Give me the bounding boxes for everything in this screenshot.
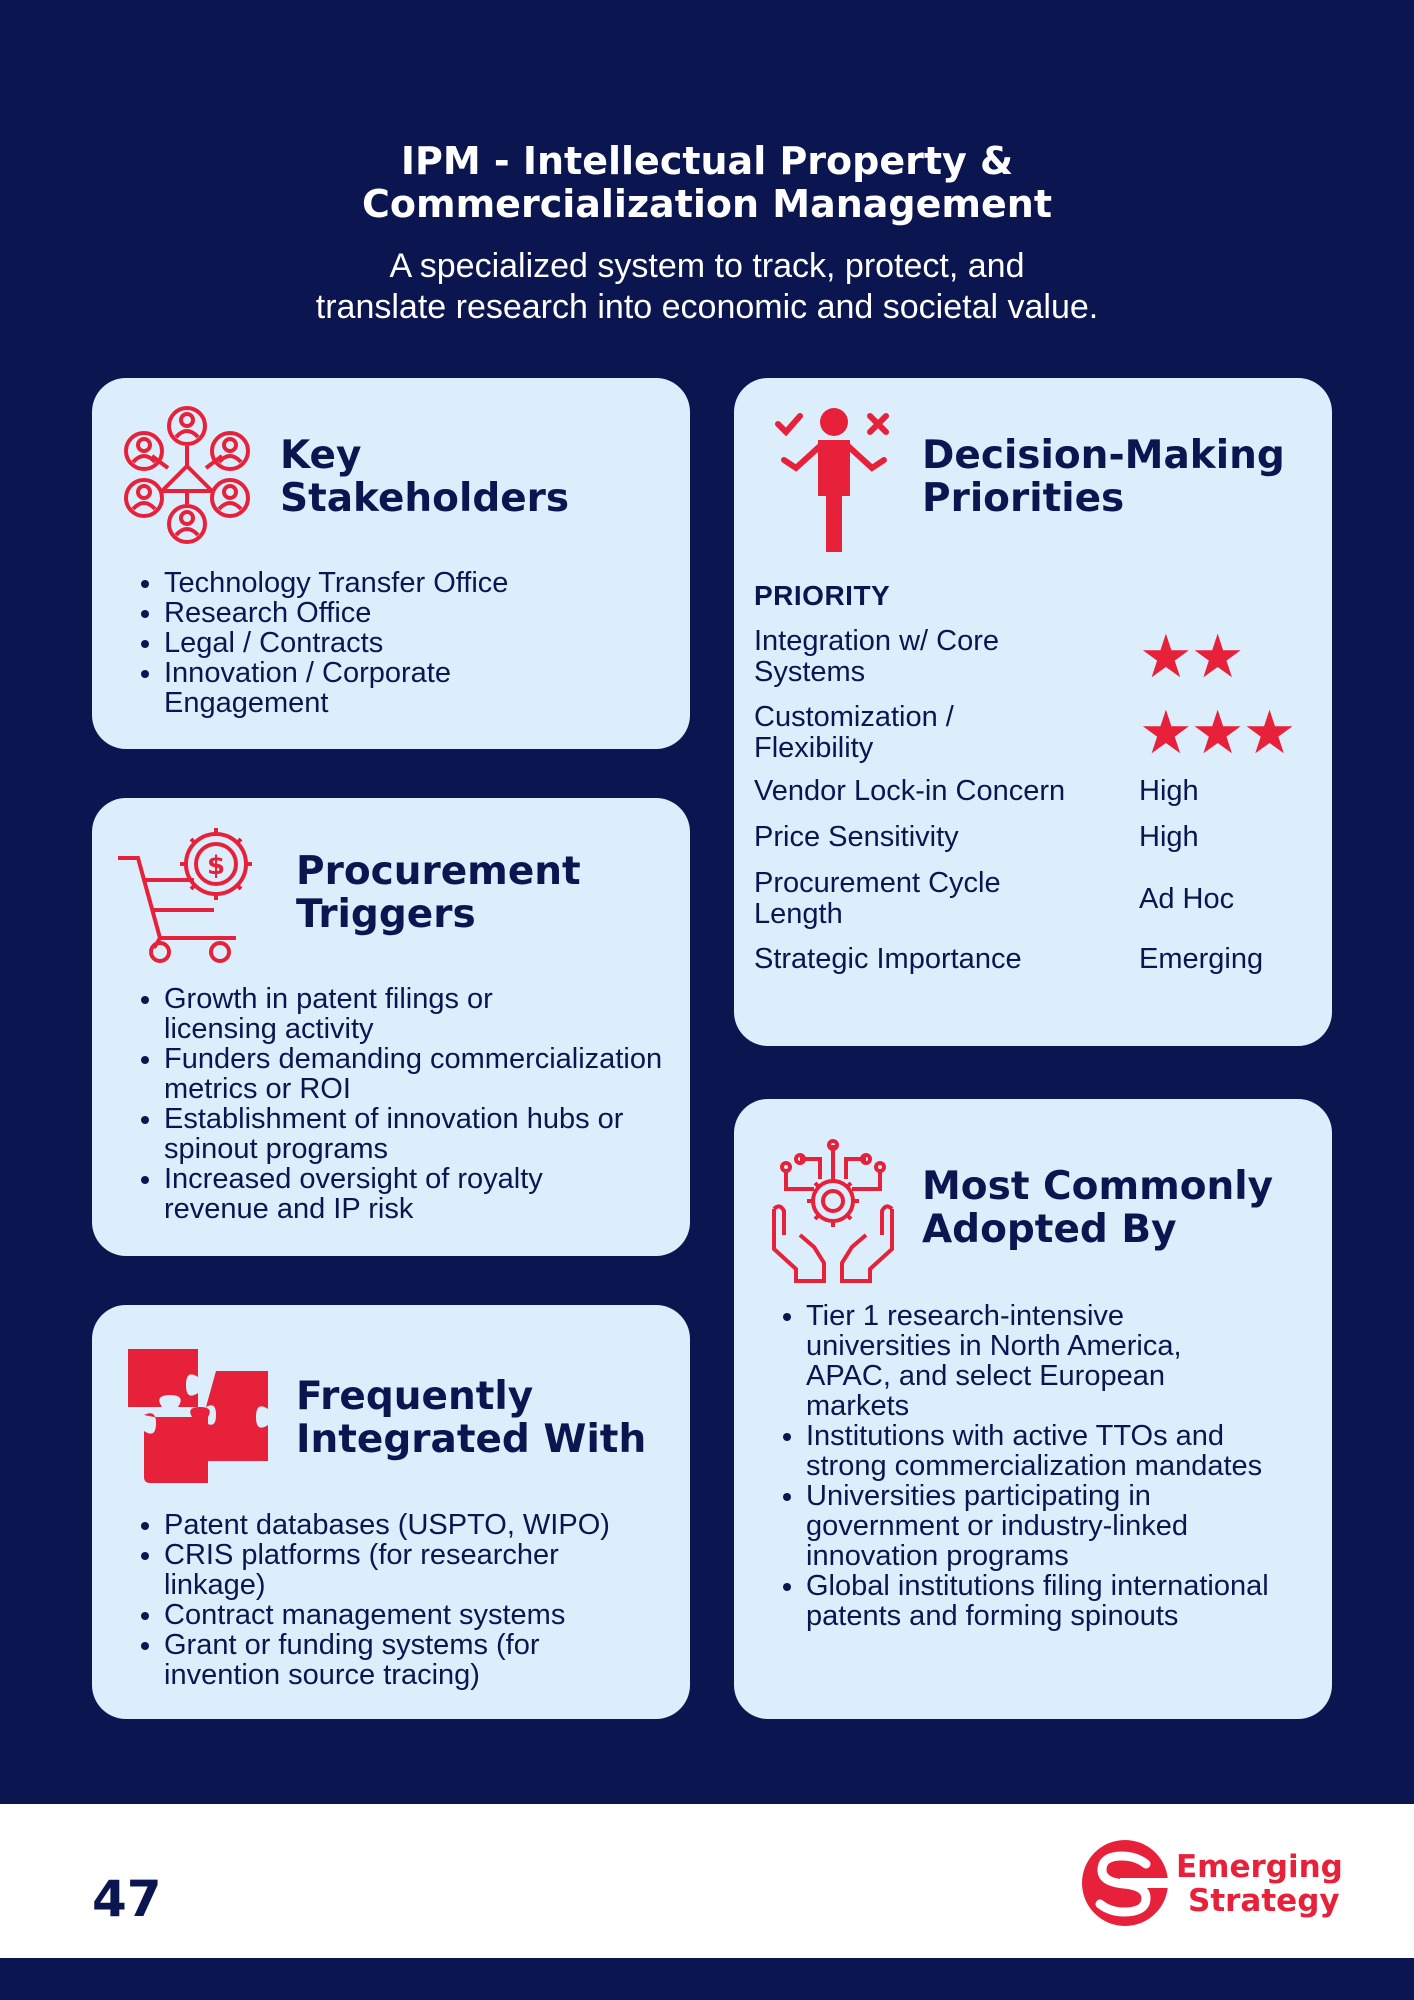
logo-line-1: Emerging xyxy=(1176,1849,1343,1885)
list-item: • Funders demanding commercialization metrics or ROI xyxy=(164,1044,664,1104)
priority-row xyxy=(754,944,1314,975)
list-item: • Global institutions filing international patents and forming spinouts xyxy=(806,1571,1316,1631)
priority-value: Emerging xyxy=(1139,943,1264,975)
priorities-title-line-1: Decision-Making xyxy=(922,433,1285,478)
adopted-heading xyxy=(922,1165,1273,1251)
adopted-card xyxy=(734,1099,1332,1719)
priority-row xyxy=(754,776,1314,807)
priority-value: High xyxy=(1139,775,1199,807)
list-item: • Establishment of innovation hubs or spinout programs xyxy=(164,1104,664,1164)
priority-row xyxy=(754,822,1314,853)
integrated-heading xyxy=(296,1375,646,1461)
logo-mark-icon xyxy=(1080,1838,1170,1928)
integrated-title-line-1: Frequently xyxy=(296,1374,534,1419)
priorities-title-line-2: Priorities xyxy=(922,476,1125,521)
integrated-title-line-2: Integrated With xyxy=(296,1417,647,1462)
stakeholders-heading xyxy=(280,434,569,520)
priority-label: Price Sensitivity xyxy=(754,821,959,853)
svg-text:$: $ xyxy=(206,851,226,881)
priority-row xyxy=(754,623,1314,690)
priority-row xyxy=(754,699,1314,766)
adopted-title-line-1: Most Commonly xyxy=(922,1164,1274,1209)
list-item: • Institutions with active TTOs and strong commercialization mandates xyxy=(806,1421,1306,1481)
page-header xyxy=(0,140,1414,328)
priority-value: High xyxy=(1139,821,1199,853)
list-item: • Grant or funding systems (for invention source tracing) xyxy=(164,1630,604,1690)
integrated-list xyxy=(128,1510,684,1690)
page-footer xyxy=(0,1804,1414,1958)
person-decision-icon xyxy=(774,406,894,556)
list-item: • Tier 1 research-intensive universities in North America, APAC, and select European markets xyxy=(806,1301,1246,1421)
shopping-cart-dollar-gear-icon xyxy=(116,824,262,964)
adopted-title-line-2: Adopted By xyxy=(922,1207,1177,1252)
subtitle-line-1: A specialized system to track, protect, and xyxy=(389,247,1025,285)
priorities-card xyxy=(734,378,1332,1046)
priority-label: Strategic Importance xyxy=(754,943,1022,975)
priority-label: Vendor Lock-in Concern xyxy=(754,775,1066,807)
title-line-1: IPM - Intellectual Property & xyxy=(400,139,1014,183)
stakeholders-list xyxy=(128,568,684,718)
priorities-heading xyxy=(922,434,1285,520)
priority-stars: ★★ xyxy=(1139,623,1243,690)
list-item: • Growth in patent filings or licensing activity xyxy=(164,984,564,1044)
page-subtitle xyxy=(0,246,1414,328)
priority-label: Integration w/ Core Systems xyxy=(754,625,1000,688)
list-item: • Legal / Contracts xyxy=(164,628,684,658)
priority-column-header: PRIORITY xyxy=(754,580,891,611)
priority-row xyxy=(754,868,1314,930)
stakeholders-title-line-2: Stakeholders xyxy=(280,476,570,521)
title-line-2: Commercialization Management xyxy=(362,182,1052,226)
list-item: • Increased oversight of royalty revenue and IP risk xyxy=(164,1164,604,1224)
triggers-card xyxy=(92,798,690,1256)
logo-line-2: Strategy xyxy=(1188,1883,1340,1919)
triggers-title-line-2: Triggers xyxy=(296,892,476,937)
page-title xyxy=(0,140,1414,226)
list-item: • Universities participating in government or industry-linked innovation programs xyxy=(806,1481,1266,1571)
people-network-icon xyxy=(122,406,252,546)
integrated-card xyxy=(92,1305,690,1719)
stakeholders-card xyxy=(92,378,690,749)
list-item: • Contract management systems xyxy=(164,1600,684,1630)
triggers-heading xyxy=(296,850,581,936)
adopted-list xyxy=(770,1301,1336,1631)
list-item: • Innovation / Corporate Engagement xyxy=(164,658,494,718)
priority-value: Ad Hoc xyxy=(1139,882,1235,915)
subtitle-line-2: translate research into economic and societal value. xyxy=(315,288,1099,326)
list-item: • Research Office xyxy=(164,598,684,628)
brand-logo xyxy=(1080,1838,1343,1930)
list-item: • Technology Transfer Office xyxy=(164,568,684,598)
page-number: 47 xyxy=(92,1870,162,1928)
list-item: • Patent databases (USPTO, WIPO) xyxy=(164,1510,684,1540)
puzzle-pieces-icon xyxy=(122,1345,272,1490)
stakeholders-title-line-1: Key xyxy=(280,433,362,478)
priority-label: Procurement Cycle Length xyxy=(754,867,1001,930)
priority-label: Customization / Flexibility xyxy=(754,701,954,764)
priority-stars: ★★★ xyxy=(1139,699,1295,766)
triggers-title-line-1: Procurement xyxy=(296,849,581,894)
triggers-list xyxy=(128,984,684,1224)
list-item: • CRIS platforms (for researcher linkage) xyxy=(164,1540,624,1600)
hands-gear-circuit-icon xyxy=(770,1139,896,1283)
